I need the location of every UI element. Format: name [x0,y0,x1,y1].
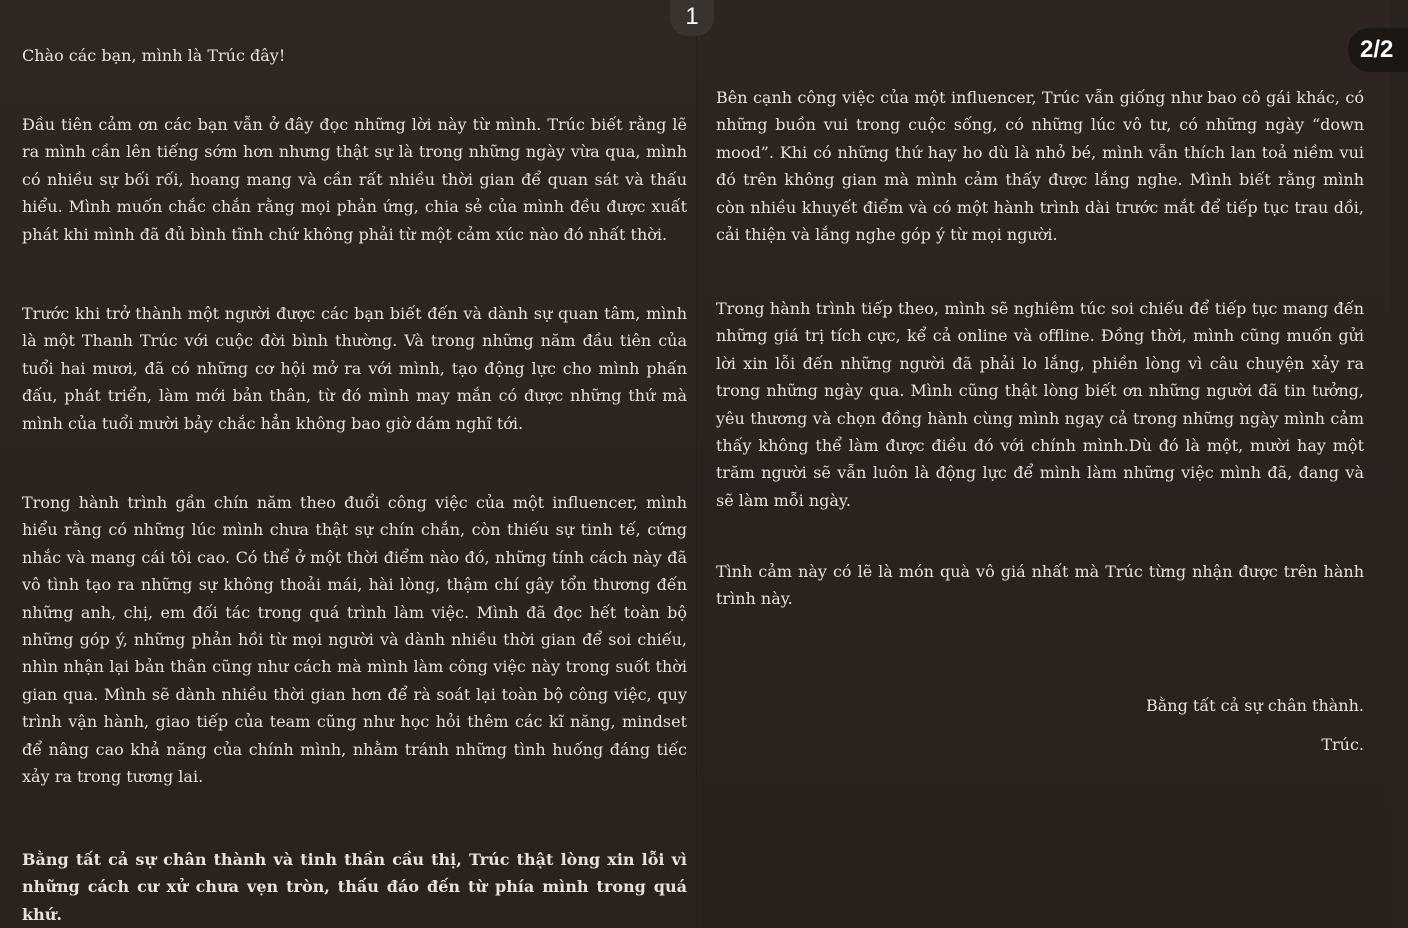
sign-off: Bằng tất cả sự chân thành. [1145,696,1364,715]
page-indicator-badge: 2/2 [1348,28,1408,72]
paragraph-gratitude: Tình cảm này có lẽ là món quà vô giá nhất mà Trúc từng nhận được trên hành trình này. [716,562,1364,609]
letter-page-1 [0,0,697,927]
paragraph-next-journey: Trong hành trình tiếp theo, mình sẽ nghiêm túc soi chiếu để tiếp tục mang đến những giá trị tích cực, kể cả online và offline. Đồng thời, mình cũng muốn gửi lời xin lỗi đến những người đã phải lo lắng, phiền lòng vì câu chuyện xảy ra trong những ngày qua. Mình cũng thật lòng biết ơn những người đã tin tưởng, yêu thương và chọn đồng hành cùng mình ngay cả trong những ngày mình cảm thấy không thể làm được điều đó với chính mình.Dù đó là một, mười hay một trăm người sẽ vẫn luôn là động lực để mình làm những việc mình đã, đang và sẽ làm mỗi ngày. [716,299,1364,510]
page-number-badge: 1 [670,0,714,36]
letter-page-2 [697,0,1390,927]
paragraph-background: Trước khi trở thành một người được các bạn biết đến và dành sự quan tâm, mình là một Thanh Trúc với cuộc đời bình thường. Và trong những năm đầu tiên của tuổi hai mươi, đã có những cơ hội mở ra với mình, tạo động lực cho mình phấn đấu, phát triển, làm mới bản thân, từ đó mình may mắn có được những thứ mà mình của tuổi mười bảy chắc hẳn không bao giờ dám nghĩ tới. [22,304,687,433]
paragraph-reflection: Trong hành trình gần chín năm theo đuổi công việc của một influencer, mình hiểu rằng có những lúc mình chưa thật sự chín chắn, còn thiếu sự tinh tế, cứng nhắc và mang cái tôi cao. Có thể ở một thời điểm nào đó, những tính cách này đã vô tình tạo ra những sự không thoải mái, hài lòng, thậm chí gây tổn thương đến những anh, chị, em đối tác trong quá trình làm việc. Mình đã đọc hết toàn bộ những góp ý, những phản hồi từ mọi người và dành nhiều thời gian để soi chiếu, nhìn nhận lại bản thân cũng như cách mà mình làm công việc này trong suốt thời gian qua. Mình sẽ dành nhiều thời gian hơn để rà soát lại toàn bộ công việc, quy trình vận hành, giao tiếp của team cũng như học hỏi thêm các kĩ năng, mindset để nâng cao khả năng của chính mình, nhằm tránh những tình huống đáng tiếc xảy ra trong tương lai. [22,493,687,787]
signature: Trúc. [1321,735,1364,754]
paragraph-personal-life: Bên cạnh công việc của một influencer, Trúc vẫn giống như bao cô gái khác, có những buồn vui trong cuộc sống, có những lúc vô tư, có những ngày “down mood”. Khi có những thứ hay ho dù là nhỏ bé, mình vẫn thích lan toả niềm vui đó trên không gian mà mình cảm thấy được lắng nghe. Mình biết rằng mình còn nhiều khuyết điểm và có một hành trình dài trước mắt để tiếp tục trau dồi, cải thiện và lắng nghe góp ý từ mọi người. [716,88,1364,245]
paragraph-thanks: Đầu tiên cảm ơn các bạn vẫn ở đây đọc những lời này từ mình. Trúc biết rằng lẽ ra mình cần lên tiếng sớm hơn nhưng thật sự là trong những ngày vừa qua, mình có nhiều sự bối rối, hoang mang và cần rất nhiều thời gian để quan sát và thấu hiểu. Mình muốn chắc chắn rằng mọi phản ứng, chia sẻ của mình đều được xuất phát khi mình đã đủ bình tĩnh chứ không phải từ một cảm xúc nào đó nhất thời. [22,115,687,244]
paragraph-apology: Bằng tất cả sự chân thành và tinh thần cầu thị, Trúc thật lòng xin lỗi vì những cách cư xử chưa vẹn tròn, thấu đáo đến từ phía mình trong quá khứ. [22,850,687,924]
greeting: Chào các bạn, mình là Trúc đây! [22,46,286,65]
